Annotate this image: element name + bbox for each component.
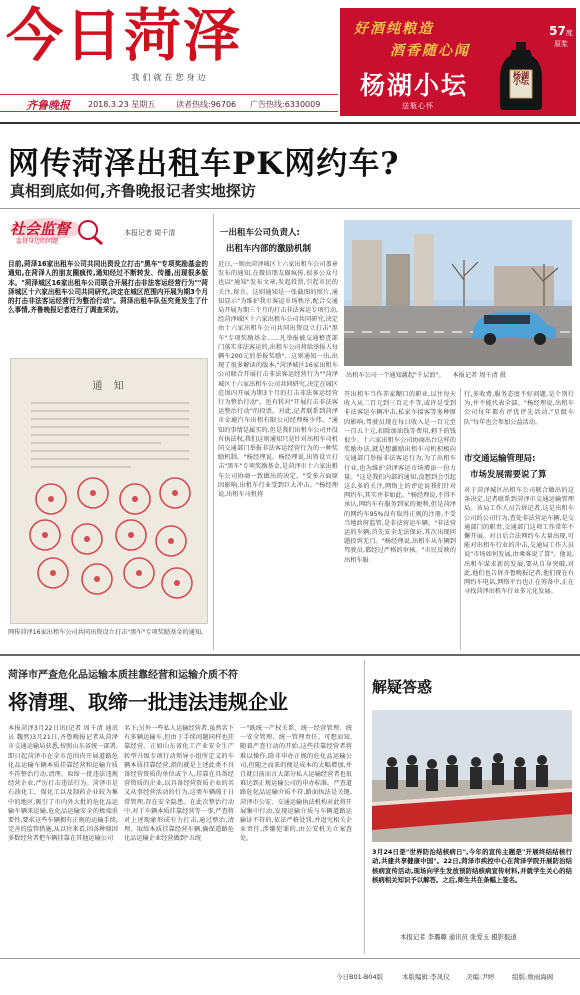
taxi-photo-caption (346, 370, 572, 379)
column-logo-sub: 监督身边的问题 (16, 238, 59, 245)
ad-badge-unit: 度 (565, 29, 573, 37)
ad-slogan-2: 酒香随心闻 (390, 43, 470, 59)
ad-badge-num: 57 (549, 24, 566, 38)
footer-editor: 本版编辑:李凤仪 (402, 973, 450, 981)
story1-col2-text: 近日,一则由菏泽城区十六家出租车公司盖章发布的通知,在微信朋友圈疯传,很多公众号也以"通知"发布文章,发起投票,引起市民的关注,留言。这则通知是一张截图的照片,通知显示"为维护我市客运市场秩序,配合交通局开展为期三个月的打击非法客运专项行动,经菏泽城区十六家出租车公司共同研究,决定由十六家出租车公司共同出资设立打击"黑车"专项奖励基金……凡举报被交通稽查部门落实非法客运的,出租车公司将给举报人每辆车200元的举报奖励"。这则通知一出,出现了很多解读的版本,"菏泽城区16家出租车公司联合开展打击非法客运经营行为""菏泽城区十六家出租车公司共同研究,决定在城区范围内开展为期3个月的打击非法客运经营行为整治行动"。也有转对"开展打击非法客运整治行动"的投票。对此,记者联系到菏泽市金鹿汽车出租有限公司经理杨少伟。"通知的事情是属实的,但是我们出租车公司并没有执法权,我们这则通知只是针对出租车司机同交通部门举报非法客运经营行为的一种奖励机制。"杨经理说。杨经理说,出资设立打击"黑车"专项奖励基金,是菏泽市十六家出租车公司协商一致做出的决定。"受多方面原因影响,出租车行业受到巨大冲击。"杨经理说,出租车司机将 (218, 261, 338, 499)
story3-title: 解疑答惑 (372, 678, 433, 696)
ad-bottle (498, 42, 544, 110)
story1-col4-text2: 对于菏泽城区出租车公司联合做出的这条决定,记者联系到菏泽市交通运输管理局。该局工作人员告诉记者,这是出租车公司的公司行为,查处非法营运车辆,是交通部门的职责,交通部门这项工作常年不懈开展。对日后合法网约车大量出现,可能对出租车行业的冲击,交通局工作人员说"市场如何发展,由乘客说了算"。他说,出租车谋求新的发展,要从自身突破,对此,他们也告诉齐鲁晚报记者,他们现在有网约车电话,网络平台也正在筹备中,正在寻找菏泽出租车行业多元化发展。 (464, 487, 574, 596)
bottle-label: 杨湖小坛 (513, 70, 529, 87)
col-divider-3 (364, 660, 365, 954)
notice-photo-caption: 网传菏泽16家出租车公司共同出资设立打击"黑车"专项奖励基金的通知。 (8, 629, 208, 636)
ad-tagline: 送瓶心怀 (402, 102, 434, 110)
footer-section: 今日B01-B04版 (336, 973, 384, 981)
story3-caption: 3月24日是"世界防治结核病日",今年的宣传主题是"开展终结结核行动,共建共享健康中国"。22日,菏泽市疾控中心在菏泽学院开展防治结核病宣传活动,现场向学生发放预防结核病宣传材料,并就学生关心的结核病相关知识予以解答。之后,师生共在条幅上签名。 (372, 848, 572, 884)
story2-col2-text: 名下;另外一些私人运输经营者,虽然名下有多辆运输车,但由于手续问题同样也挂靠经营。正如山东省化工产业安全生产转型升级专项行动领导小组所定义的车辆本质挂靠经营,指的就是上述此类不具备经营资质的单位或个人,挂靠在具备经营资质的企业,以具备经营资质企业的名义从事经营活动的行为,这类车辆疏于日常管理,存在安全隐患。在此次整治行动中,对于车辆本质挂靠经营等一事,严查将对上述现象形成有力打击,通过整治,清理、取缔本质挂靠经营车辆,确保道路危化品运输企业经营做到"五统 (124, 725, 234, 843)
footer-proof: 组版:詹雨海阁 (512, 973, 554, 981)
story1-col4-text: 行,多收费,服务态度不好问题,是个别行为,并不能代表全部。"杨经理说,出租车公司每年都有评优评先活动,"星级车队"每年也会参加公益活动。 (464, 391, 574, 426)
ad-banner[interactable] (340, 8, 576, 116)
col-divider-1 (213, 214, 214, 650)
taxi-photo (344, 220, 572, 366)
story1-col3-text: 开出租车当作养家糊口的职业,以往每天收入从二百元到三百元不等,或许是受到非法客运车辆冲击,私家车接客等多种原因影响,驾驶员现在每日收入是一百元至一百五十元,扣除加油钱等费用,剩下的钱很少。十六家出租车公司协商出台这样的奖励办法,就是想激励出租车司机积极向交通部门举报非法客运行为,为了出租车行业,也为维护菏泽客运市场增添一份力量。"这是我们内部的通知,没想到会引起这么多的关注,网络上的评论说我们针对网约车,其实并非如此。"杨经理说,不得不承认,网约车有服务到家的便利,但是菏泽的网约车95%没有取得正规的注册,不受当地政府监管,是非法营运车辆。"非法营运的车辆,首先安全无法保证,其次出现问题投诉无门。"杨经理说,出租车从车辆到驾驶员,都经过严格的审核。"市民反映的出租车服 (344, 391, 456, 564)
ad-brand: 杨湖小坛 (360, 71, 469, 100)
hotline-ad: 广告热线:6330009 (250, 100, 321, 109)
masthead-divider (0, 122, 580, 124)
ad-badge (548, 20, 574, 49)
masthead-bar (0, 94, 338, 112)
section-head-3: 市交通运输管理局: (464, 454, 536, 464)
story2-kicker: 菏泽市严查危化品运输本质挂靠经营和运输介质不符 (8, 670, 238, 681)
story1-byline: 本报记者 周千清 (124, 229, 176, 237)
taxi-caption-text: 出租车公司一个通知激起"千层浪"。 (346, 372, 445, 379)
paper-logo: 齐鲁晚报 (26, 99, 70, 112)
date-issue: 2018.3.23 星期五 (88, 100, 156, 109)
hotline-reader: 读者热线:96706 (176, 100, 237, 109)
ad-slogan-1: 好酒纯粮造 (354, 21, 434, 37)
sub-headline: 真相到底如何,齐鲁晚报记者实地探访 (10, 182, 256, 200)
section-head-4: 市场发展需要说了算 (470, 470, 547, 480)
signing-event-icon (372, 710, 572, 842)
footer (0, 962, 580, 990)
column-logo-title: 社会监督 (10, 220, 71, 238)
main-headline: 网传菏泽出租车PK网约车? (8, 146, 400, 182)
notice-photo (10, 358, 208, 624)
column-logo (8, 216, 104, 246)
story3-photo (372, 710, 572, 842)
story2-headline: 将清理、取缔一批违法违规企业 (8, 690, 288, 714)
masthead-title: 今日菏泽 (6, 2, 242, 69)
story2-col3-text: 一"既统一产权关系、统一经营管理、统一安全管理、统一管理责任。可想而知,随着严查行动的开始,这些挂靠经营者将难以操作,除非申办正规的危化品运输公司,但随之而来的便是成本的大幅增加,并且就目前而言大部分私人运输经营者也很难达到正规运输公司的申办标准。严查道路危化品运输介质不符,路面执法是关键,菏泽市公安、交通运输执法机构对此将开展集中行动,发现运输介质与车辆道路运输证不符的,依法严格处罚,并追究相关企业责任,涉嫌犯罪的,由公安机关立案查处。 (240, 725, 352, 843)
story2-col1-text: 本报菏泽3月22日讯(记者 周千清 通讯员 魏然)3月21日,齐鲁晚报记者从菏泽市交通运输局获悉,按照山东省统一部署,即日起菏泽市在全市范围内开展道路危化品运输车辆本质挂靠经营和运输介质不符整治行动,清理、取缔一批违法违规经营企业,严厉打击违法行为。菏泽市是石油化工、煤化工以及制药企业较为集中的地区,吸引了市内外大批的危化品运输车辆来运输,危化品运输安全的极端重要性,要求这些车辆拥有正规的运输手续,完善的监管措施,从以往来看,因各种原因多数经营者把车辆挂靠在其他运输公司 (8, 725, 118, 843)
notice-doc-title: 通 知 (92, 381, 128, 392)
taxi-caption-credit: 本报记者 周千清 摄 (452, 372, 506, 379)
street-scene-icon (344, 220, 572, 366)
story-divider (0, 654, 580, 656)
section-head-2: 出租车内部的激励机制 (226, 244, 312, 254)
headline-divider (0, 208, 580, 209)
col-divider-2 (460, 388, 461, 650)
footer-divider (0, 958, 580, 959)
section-head-1: 一出租车公司负责人: (220, 228, 300, 238)
footer-art: 美编:尹婷 (466, 973, 495, 981)
masthead-slogan: 我们就在您身边 (131, 73, 209, 82)
story3-credit: 本报记者 李璐璐 通讯员 张爱玉 摄影报道 (400, 933, 517, 941)
ad-badge-text: 原浆 (554, 40, 568, 48)
seal-stamps-icon (11, 359, 208, 624)
story1-lead: 目前,菏泽16家出租车公司共同出资设立打击"黑车"专项奖励基金的通知,在菏泽人的朋友圈疯传,通知经过不断转发、传播,出现很多版本。"菏泽城区16家出租车公司联合开展打击非法客运经营行为""菏泽城区十六家出租车公司共同研究,决定在城区范围内开展为期3个月的打击非法客运经营行为整治行动"。菏泽出租车队伍究竟发生了什么事情,齐鲁晚报记者进行了调查采访。 (8, 260, 208, 315)
